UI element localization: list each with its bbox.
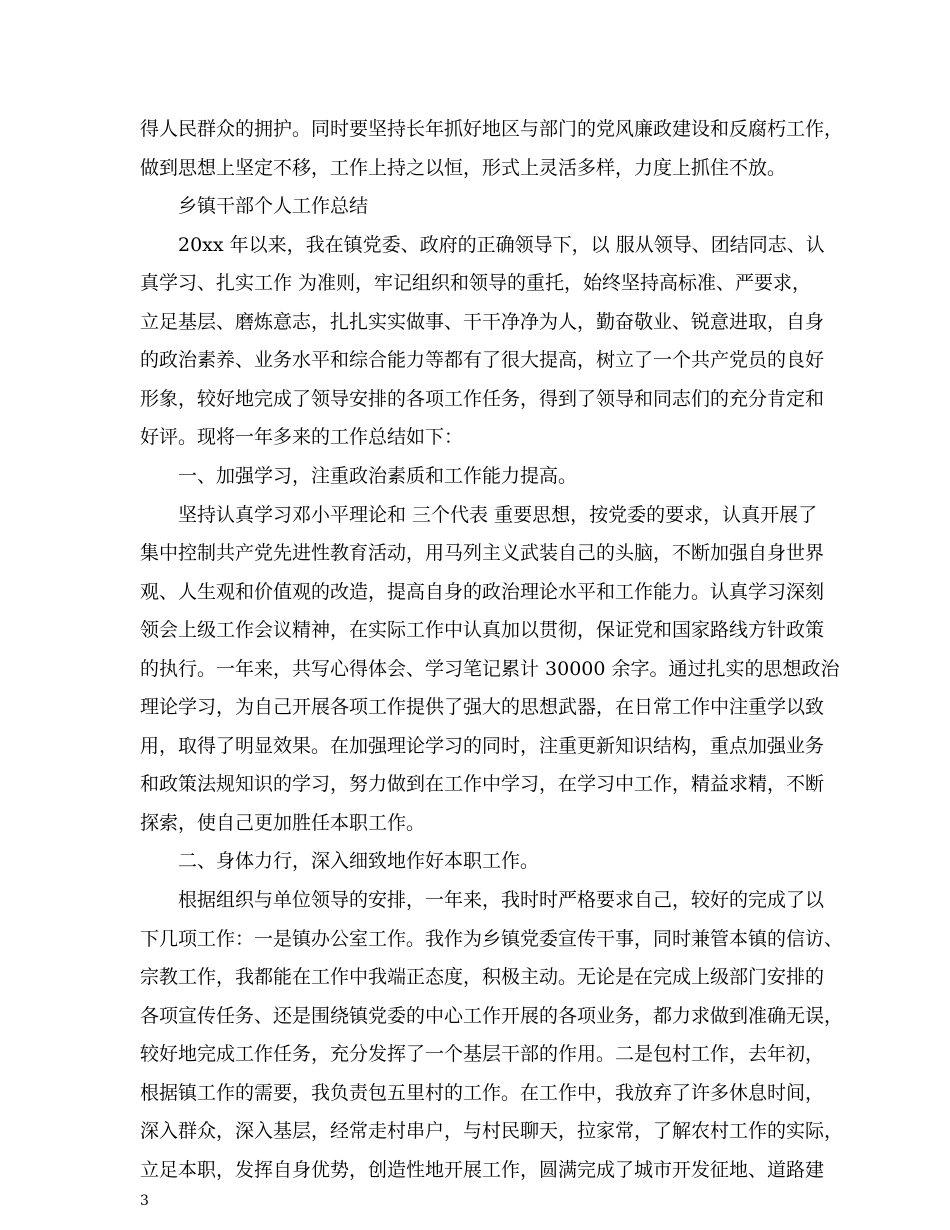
text-line: 较好地完成工作任务，充分发挥了一个基层干部的作用。二是包村工作，去年初，	[140, 1043, 825, 1065]
text-line: 集中控制共产党先进性教育活动，用马列主义武装自己的头脑，不断加强自身世界	[140, 542, 825, 564]
text-line: 用，取得了明显效果。在加强理论学习的同时，注重更新知识结构，重点加强业务	[140, 735, 825, 757]
text-line: 立足基层、磨炼意志，扎扎实实做事、干干净净为人，勤奋敬业、锐意进取，自身	[140, 311, 825, 333]
text-line: 好评。现将一年多来的工作总结如下：	[140, 426, 464, 448]
page-number: 3	[140, 1193, 149, 1209]
subsection-heading: 二、身体力行，深入细致地作好本职工作。	[178, 850, 540, 872]
text-line: 形象，较好地完成了领导安排的各项工作任务，得到了领导和同志们的充分肯定和	[140, 388, 825, 410]
text-line: 宗教工作，我都能在工作中我端正态度，积极主动。无论是在完成上级部门安排的	[140, 966, 825, 988]
text-line: 真学习、扎实工作 为准则，牢记组织和领导的重托，始终坚持高标准、严要求，	[140, 272, 812, 294]
text-line: 和政策法规知识的学习，努力做到在工作中学习，在学习中工作，精益求精，不断	[140, 773, 825, 795]
text-line: 的政治素养、业务水平和综合能力等都有了很大提高，树立了一个共产党员的良好	[140, 349, 825, 371]
text-line: 根据镇工作的需要，我负责包五里村的工作。在工作中，我放弃了许多休息时间，	[140, 1082, 825, 1104]
subsection-heading: 一、加强学习，注重政治素质和工作能力提高。	[178, 465, 578, 487]
text-line: 做到思想上坚定不移，工作上持之以恒，形式上灵活多样，力度上抓住不放。	[140, 157, 787, 179]
text-line: 坚持认真学习邓小平理论和 三个代表 重要思想，按党委的要求，认真开展了	[178, 504, 818, 526]
text-line: 20xx 年以来，我在镇党委、政府的正确领导下，以 服从领导、团结同志、认	[178, 234, 825, 256]
text-line: 得人民群众的拥护。同时要坚持长年抓好地区与部门的党风廉政建设和反腐朽工作，	[140, 118, 844, 140]
text-line: 的执行。一年来，共写心得体会、学习笔记累计 30000 余字。通过扎实的思想政治	[140, 658, 840, 680]
text-line: 探索，使自己更加胜任本职工作。	[140, 812, 426, 834]
text-line: 各项宣传任务、还是围绕镇党委的中心工作开展的各项业务，都力求做到准确无误，	[140, 1005, 844, 1027]
section-heading: 乡镇干部个人工作总结	[178, 195, 369, 217]
text-line: 立足本职，发挥自身优势，创造性地开展工作，圆满完成了城市开发征地、道路建	[140, 1159, 825, 1181]
text-line: 根据组织与单位领导的安排，一年来，我时时严格要求自己，较好的完成了以	[178, 889, 825, 911]
text-line: 领会上级工作会议精神，在实际工作中认真加以贯彻，保证党和国家路线方针政策	[140, 619, 825, 641]
text-line: 观、人生观和价值观的改造，提高自身的政治理论水平和工作能力。认真学习深刻	[140, 581, 825, 603]
text-line: 深入群众，深入基层，经常走村串户，与村民聊天，拉家常，了解农村工作的实际，	[140, 1120, 844, 1142]
text-line: 理论学习，为自己开展各项工作提供了强大的思想武器，在日常工作中注重学以致	[140, 696, 825, 718]
text-line: 下几项工作：一是镇办公室工作。我作为乡镇党委宣传干事，同时兼管本镇的信访、	[140, 928, 844, 950]
